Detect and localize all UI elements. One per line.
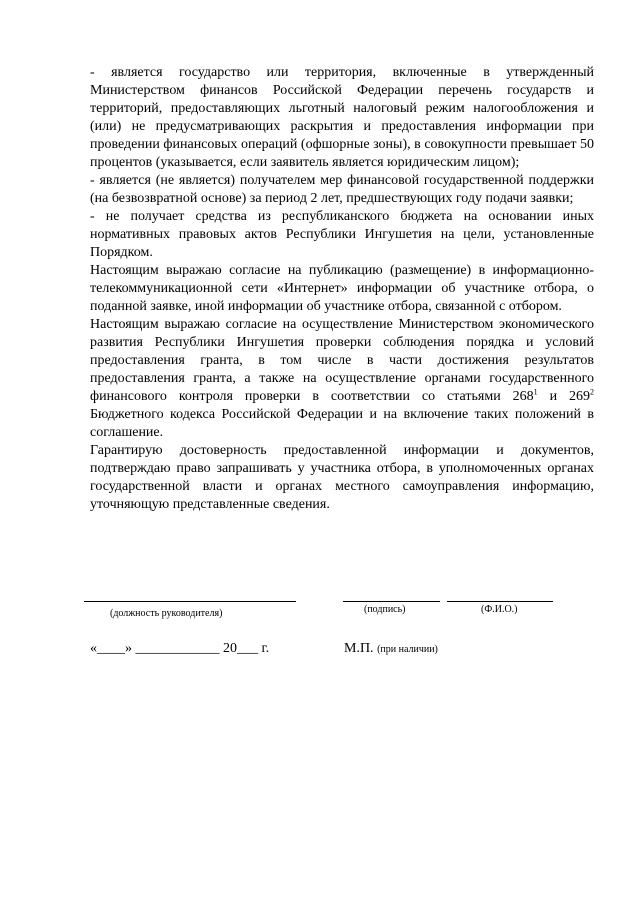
inspection-text-1: Настоящим выражаю согласие на осуществление Министерством экономического развития Республики Ингушетия проверки соблюдения порядка и условий предоставления гранта, в том числе в части достижения результатов предоставления гранта, а также на осуществление органами государственного финансового контроля проверки в соответствии со статьями 268 (90, 317, 594, 404)
name-line (447, 601, 553, 602)
paragraph-offshore: - является государство или территория, включенные в утвержденный Министерством финансов Российской Федерации перечень государств и территорий, предоставляющих льготный налоговый режим налогообложения и (или) не предусматривающих раскрытия и предоставления информации при проведении финансовых операций (офшорные зоны), в совокупности превышает 50 процентов (указывается, если заявитель является юридическим лицом); (90, 65, 594, 170)
stamp-label: М.П. (344, 641, 374, 656)
stamp-note: (при наличии) (377, 644, 438, 655)
inspection-text-3: Бюджетного кодекса Российской Федерации и на включение таких положений в соглашение. (90, 407, 594, 440)
article-superscript-1: 1 (533, 387, 538, 397)
signature-line (343, 601, 440, 602)
signature-caption: (подпись) (364, 604, 406, 615)
position-line (84, 601, 296, 602)
date-line: «____» ____________ 20___ г. (90, 641, 270, 656)
position-caption: (должность руководителя) (110, 608, 223, 619)
paragraph-publication-consent: Настоящим выражаю согласие на публикацию (размещение) в информационно-телекоммуникационной сети «Интернет» информации об участнике отбора, о поданной заявке, иной информации об участнике отбора, связанной с отбором. (90, 263, 594, 314)
paragraph-budget-funds: - не получает средства из республиканского бюджета на основании иных нормативных правовых актов Республики Ингушетия на цели, установленные Порядком. (90, 209, 594, 260)
paragraph-guarantee: Гарантирую достоверность предоставленной информации и документов, подтверждаю право запрашивать у участника отбора, в уполномоченных органах государственной власти и органах местного самоуправления информацию, уточняющую представленные сведения. (90, 443, 594, 512)
name-caption: (Ф.И.О.) (481, 604, 518, 615)
article-superscript-2: 2 (590, 387, 594, 397)
document-body (90, 64, 594, 514)
inspection-text-2: и 269 (537, 389, 590, 404)
stamp-block (344, 640, 438, 659)
paragraph-state-support: - является (не является) получателем мер финансовой государственной поддержки (на безвозвратной основе) за период 2 лет, предшествующих году подачи заявки; (90, 173, 594, 206)
paragraph-inspection-consent (90, 316, 594, 442)
